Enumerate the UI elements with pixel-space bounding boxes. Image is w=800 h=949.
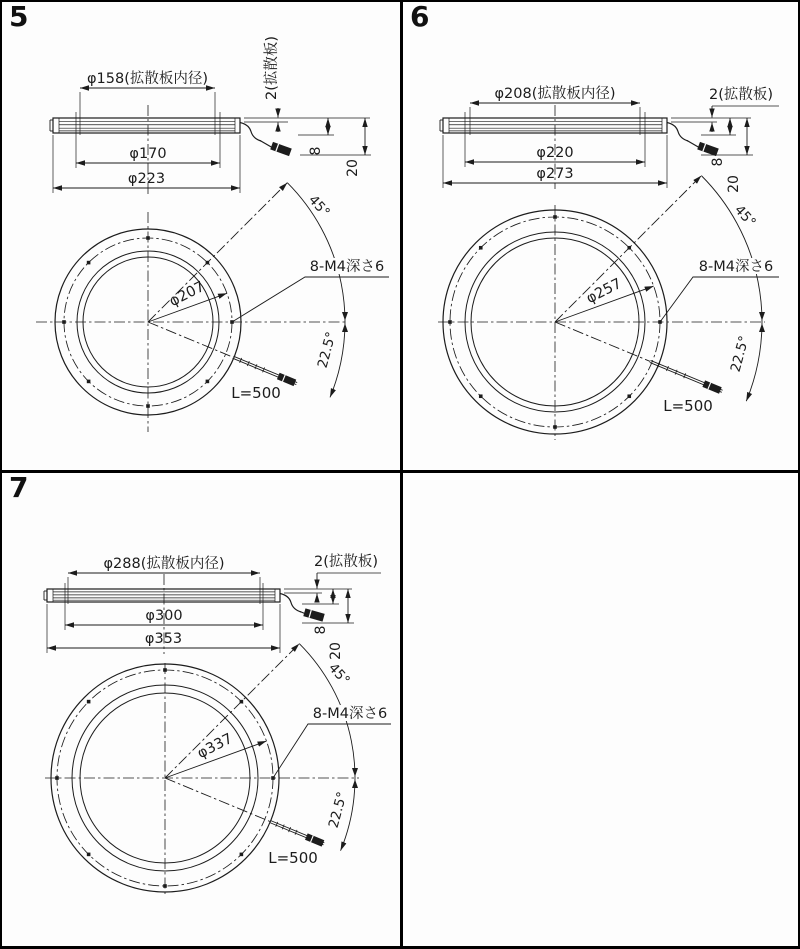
bolt-hole xyxy=(87,380,91,384)
cable-connector xyxy=(303,608,324,621)
bolt-hole xyxy=(55,776,59,780)
empty-panel xyxy=(403,473,798,946)
cable-connector-body xyxy=(702,380,721,393)
side-view xyxy=(50,36,371,194)
cable-length-label: L=500 xyxy=(268,849,318,867)
radial-45-line xyxy=(165,644,299,778)
outer-diameter-dim-label: φ353 xyxy=(144,631,183,647)
cable-connector xyxy=(702,380,721,393)
bolt-hole xyxy=(163,884,167,888)
top-diameter-dim-label: φ208(拡散板内径) xyxy=(494,86,616,102)
cable-connector xyxy=(305,833,324,846)
panel-6 xyxy=(403,2,798,470)
holes-spec-label: 8-M4深さ6 xyxy=(312,706,388,722)
holes-leader-line xyxy=(273,724,391,778)
front-view xyxy=(438,176,786,440)
outer-diameter-dim-label: φ273 xyxy=(536,166,574,182)
cable-connector xyxy=(270,142,292,156)
panel-5 xyxy=(2,2,400,470)
side-view xyxy=(440,84,779,193)
cable-connector xyxy=(697,142,719,156)
angle-22-5-label: 22.5° xyxy=(727,334,753,374)
bolt-hole xyxy=(448,320,452,324)
cable-connector-body xyxy=(697,142,719,156)
total-height-dim-label: 20 xyxy=(726,175,742,193)
body-height-dim-label: 8 xyxy=(710,157,726,167)
holes-spec-label: 8-M4深さ6 xyxy=(698,259,774,275)
pcd-label: φ337 xyxy=(194,730,236,763)
plate-thickness-label: 2(拡散板) xyxy=(313,554,379,570)
arc-mid-arrow xyxy=(352,768,358,777)
pcd-label: φ207 xyxy=(166,278,208,311)
top-diameter-dim-label: φ158(拡散板内径) xyxy=(86,71,209,87)
cable-length-label: L=500 xyxy=(231,384,281,402)
cable-connector-body xyxy=(270,142,292,156)
front-view xyxy=(45,644,398,894)
bolt-hole xyxy=(163,668,167,672)
body-height-dim-label: 8 xyxy=(308,146,324,156)
panel-drawing xyxy=(2,473,400,946)
bolt-hole xyxy=(87,853,91,857)
bolt-hole xyxy=(146,236,150,240)
panel-drawing xyxy=(403,2,798,470)
pcd-label: φ257 xyxy=(583,275,625,308)
mid-diameter-dim-label: φ220 xyxy=(536,145,574,161)
arc-mid-arrow xyxy=(759,312,765,321)
plate-thickness-label: 2(拡散板) xyxy=(708,87,774,103)
cable-connector-body xyxy=(303,608,324,621)
bolt-hole xyxy=(146,404,150,408)
holes-leader-line xyxy=(232,277,389,322)
top-diameter-dim-label: φ288(拡散板内径) xyxy=(103,556,225,572)
cable-length-label: L=500 xyxy=(663,397,713,415)
mid-diameter-dim-label: φ300 xyxy=(145,608,183,624)
radial-cable-line xyxy=(555,322,650,361)
angle-45-label: 45° xyxy=(731,202,759,231)
radial-cable-line xyxy=(165,778,270,822)
cable xyxy=(667,123,688,142)
angle-22-5-label: 22.5° xyxy=(325,790,351,830)
plate-thickness-label: 2(拡散板) xyxy=(264,35,280,101)
bolt-hole xyxy=(87,700,91,704)
cable xyxy=(280,594,301,613)
panel-drawing xyxy=(2,2,400,470)
cable xyxy=(687,141,700,149)
outer-diameter-dim-label: φ223 xyxy=(127,171,166,187)
bolt-hole xyxy=(553,215,557,219)
radial-cable-line xyxy=(148,322,233,357)
radial-45-line xyxy=(555,176,701,322)
panel-7 xyxy=(2,473,400,946)
angle-22-5-label: 22.5° xyxy=(314,330,340,370)
front-view xyxy=(36,183,396,432)
arc-mid-arrow xyxy=(342,312,348,321)
cable xyxy=(260,141,273,149)
holes-spec-label: 8-M4深さ6 xyxy=(309,259,385,275)
bolt-hole xyxy=(479,246,483,250)
bolt-hole xyxy=(62,320,66,324)
bolt-hole xyxy=(627,394,631,398)
bolt-hole xyxy=(240,853,244,857)
arc-mid-arrow xyxy=(342,324,348,333)
body-height-dim-label: 8 xyxy=(313,625,329,635)
angle-45-label: 45° xyxy=(305,192,333,221)
panel-number: 6 xyxy=(410,2,430,33)
panel-number: 7 xyxy=(9,473,29,504)
cable xyxy=(240,123,261,142)
arc-mid-arrow xyxy=(759,324,765,333)
bolt-hole xyxy=(553,425,557,429)
side-view xyxy=(44,552,381,660)
total-height-dim-label: 20 xyxy=(328,642,344,660)
angle-45-label: 45° xyxy=(325,660,353,689)
mid-diameter-dim-label: φ170 xyxy=(129,146,167,162)
bolt-hole xyxy=(206,380,210,384)
panel-number: 5 xyxy=(9,2,29,33)
bolt-hole xyxy=(479,394,483,398)
cable-connector-body xyxy=(305,833,324,846)
bolt-hole xyxy=(87,261,91,265)
arc-mid-arrow xyxy=(352,780,358,789)
total-height-dim-label: 20 xyxy=(345,159,361,177)
